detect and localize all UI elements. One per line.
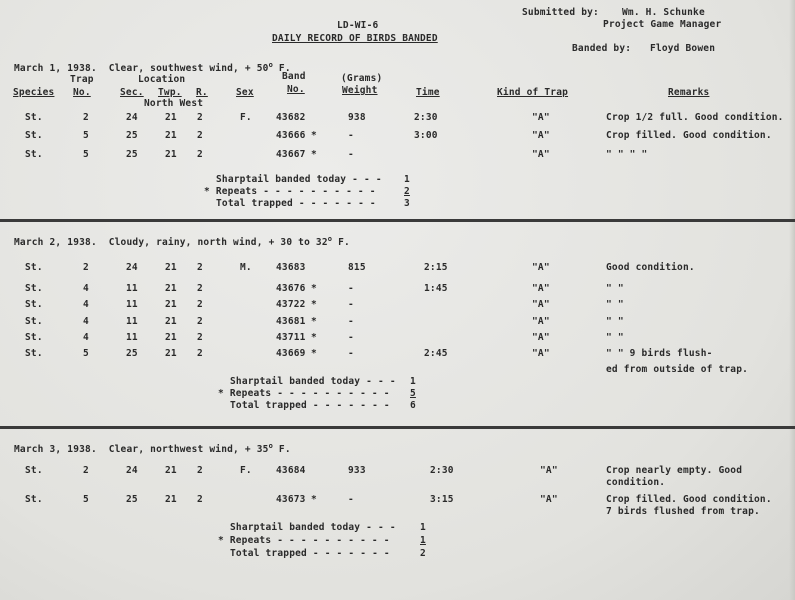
cell-sex: F. bbox=[240, 112, 252, 123]
col-band: Band bbox=[282, 71, 306, 82]
cell-sec: 11 bbox=[126, 299, 138, 310]
col-trap-no: No. bbox=[73, 87, 91, 98]
cell-twp: 21 bbox=[165, 494, 177, 505]
cell-sec: 11 bbox=[126, 283, 138, 294]
cell-r: 2 bbox=[197, 283, 203, 294]
cell-band: 43676 bbox=[276, 283, 306, 294]
form-title: DAILY RECORD OF BIRDS BANDED bbox=[272, 33, 438, 44]
cell-remarks: Crop filled. Good condition. bbox=[606, 494, 772, 505]
cell-kind: "A" bbox=[532, 299, 550, 310]
summary-banded-label: Sharptail banded today - - - bbox=[230, 376, 396, 387]
cell-remarks: " " bbox=[606, 332, 624, 343]
section-divider bbox=[0, 219, 795, 222]
cell-remarks: Good condition. bbox=[606, 262, 695, 273]
col-sec: Sec. bbox=[120, 87, 144, 98]
col-time: Time bbox=[416, 87, 440, 98]
cell-r: 2 bbox=[197, 348, 203, 359]
cell-weight: - bbox=[348, 299, 354, 310]
cell-species: St. bbox=[25, 494, 43, 505]
col-r: R. bbox=[196, 87, 208, 98]
summary-total-value: 2 bbox=[420, 548, 426, 559]
col-sex: Sex bbox=[236, 87, 254, 98]
cell-kind: "A" bbox=[532, 149, 550, 160]
summary-total-label: Total trapped - - - - - - - bbox=[216, 198, 376, 209]
col-kind-of-trap: Kind of Trap bbox=[497, 87, 569, 98]
col-trap: Trap bbox=[70, 74, 94, 85]
summary-repeats-label: * Repeats - - - - - - - - - - bbox=[204, 186, 376, 197]
summary-banded-label: Sharptail banded today - - - bbox=[216, 174, 382, 185]
cell-trap: 2 bbox=[83, 262, 89, 273]
cell-weight: 938 bbox=[348, 112, 366, 123]
cell-sec: 25 bbox=[126, 494, 138, 505]
col-remarks: Remarks bbox=[668, 87, 710, 98]
summary-total-label: Total trapped - - - - - - - bbox=[230, 400, 390, 411]
cell-weight: 815 bbox=[348, 262, 366, 273]
cell-kind: "A" bbox=[532, 283, 550, 294]
submitted-label: Submitted by: bbox=[522, 7, 599, 18]
cell-time: 2:30 bbox=[414, 112, 438, 123]
cell-time: 2:45 bbox=[424, 348, 448, 359]
cell-band: 43666 bbox=[276, 130, 306, 141]
cell-twp: 21 bbox=[165, 149, 177, 160]
cell-band: 43669 bbox=[276, 348, 306, 359]
summary-repeats-value: 1 bbox=[420, 535, 426, 546]
col-twp: Twp. bbox=[158, 87, 182, 98]
cell-species: St. bbox=[25, 465, 43, 476]
cell-r: 2 bbox=[197, 316, 203, 327]
cell-sec: 11 bbox=[126, 332, 138, 343]
cell-band: 43667 bbox=[276, 149, 306, 160]
cell-r: 2 bbox=[197, 262, 203, 273]
cell-weight: - bbox=[348, 316, 354, 327]
cell-species: St. bbox=[25, 149, 43, 160]
cell-twp: 21 bbox=[165, 283, 177, 294]
cell-kind: "A" bbox=[540, 494, 558, 505]
cell-rep: * bbox=[311, 494, 317, 505]
cell-sec: 25 bbox=[126, 149, 138, 160]
cell-time: 3:15 bbox=[430, 494, 454, 505]
cell-remarks-continued: condition. bbox=[606, 477, 666, 488]
cell-rep: * bbox=[311, 283, 317, 294]
submitter-name: Wm. H. Schunke bbox=[622, 7, 705, 18]
cell-weight: - bbox=[348, 283, 354, 294]
cell-sex: M. bbox=[240, 262, 252, 273]
cell-band: 43722 bbox=[276, 299, 306, 310]
cell-r: 2 bbox=[197, 149, 203, 160]
col-grams: (Grams) bbox=[341, 73, 383, 84]
cell-weight: - bbox=[348, 332, 354, 343]
cell-species: St. bbox=[25, 130, 43, 141]
cell-r: 2 bbox=[197, 112, 203, 123]
cell-kind: "A" bbox=[532, 262, 550, 273]
cell-species: St. bbox=[25, 348, 43, 359]
cell-species: St. bbox=[25, 316, 43, 327]
day-date: March 2, 1938. Cloudy, rainy, north wind, + 30 to 32$^o$ F. bbox=[14, 234, 350, 248]
cell-trap: 5 bbox=[83, 149, 89, 160]
col-band-no: No. bbox=[287, 84, 305, 95]
cell-kind: "A" bbox=[532, 112, 550, 123]
cell-species: St. bbox=[25, 299, 43, 310]
cell-twp: 21 bbox=[165, 465, 177, 476]
cell-remarks: Crop 1/2 full. Good condition. bbox=[606, 112, 784, 123]
cell-time: 1:45 bbox=[424, 283, 448, 294]
summary-repeats-label: * Repeats - - - - - - - - - - bbox=[218, 388, 390, 399]
cell-trap: 5 bbox=[83, 494, 89, 505]
cell-remarks: Crop filled. Good condition. bbox=[606, 130, 772, 141]
cell-sex: F. bbox=[240, 465, 252, 476]
remark-continued: ed from outside of trap. bbox=[606, 364, 749, 375]
cell-species: St. bbox=[25, 262, 43, 273]
cell-rep: * bbox=[311, 149, 317, 160]
cell-band: 43683 bbox=[276, 262, 306, 273]
cell-weight: 933 bbox=[348, 465, 366, 476]
summary-banded-value: 1 bbox=[404, 174, 410, 185]
cell-rep: * bbox=[311, 316, 317, 327]
summary-repeats-label: * Repeats - - - - - - - - - - bbox=[218, 535, 390, 546]
cell-trap: 5 bbox=[83, 130, 89, 141]
cell-weight: - bbox=[348, 348, 354, 359]
cell-kind: "A" bbox=[540, 465, 558, 476]
cell-remarks-continued: 7 birds flushed from trap. bbox=[606, 506, 760, 517]
cell-remarks: " " " " bbox=[606, 149, 648, 160]
cell-twp: 21 bbox=[165, 332, 177, 343]
cell-trap: 4 bbox=[83, 316, 89, 327]
cell-trap: 5 bbox=[83, 348, 89, 359]
cell-trap: 2 bbox=[83, 465, 89, 476]
summary-total-label: Total trapped - - - - - - - bbox=[230, 548, 390, 559]
cell-rep: * bbox=[311, 130, 317, 141]
cell-band: 43711 bbox=[276, 332, 306, 343]
cell-trap: 4 bbox=[83, 332, 89, 343]
cell-twp: 21 bbox=[165, 316, 177, 327]
cell-remarks: " " 9 birds flush- bbox=[606, 348, 713, 359]
cell-twp: 21 bbox=[165, 299, 177, 310]
cell-band: 43681 bbox=[276, 316, 306, 327]
cell-remarks: " " bbox=[606, 283, 624, 294]
col-weight: Weight bbox=[342, 85, 378, 96]
col-species: Species bbox=[13, 87, 55, 98]
cell-trap: 2 bbox=[83, 112, 89, 123]
cell-r: 2 bbox=[197, 494, 203, 505]
cell-twp: 21 bbox=[165, 262, 177, 273]
cell-species: St. bbox=[25, 283, 43, 294]
summary-total-value: 3 bbox=[404, 198, 410, 209]
cell-sec: 24 bbox=[126, 465, 138, 476]
cell-band: 43684 bbox=[276, 465, 306, 476]
cell-band: 43682 bbox=[276, 112, 306, 123]
cell-twp: 21 bbox=[165, 130, 177, 141]
cell-sec: 24 bbox=[126, 262, 138, 273]
cell-kind: "A" bbox=[532, 348, 550, 359]
submitter-title: Project Game Manager bbox=[603, 19, 722, 30]
cell-sec: 11 bbox=[126, 316, 138, 327]
bander-name: Floyd Bowen bbox=[650, 43, 716, 54]
cell-time: 2:30 bbox=[430, 465, 454, 476]
cell-species: St. bbox=[25, 332, 43, 343]
cell-r: 2 bbox=[197, 299, 203, 310]
cell-r: 2 bbox=[197, 332, 203, 343]
section-divider bbox=[0, 426, 795, 429]
cell-weight: - bbox=[348, 494, 354, 505]
cell-rep: * bbox=[311, 299, 317, 310]
summary-banded-value: 1 bbox=[410, 376, 416, 387]
cell-remarks: Crop nearly empty. Good bbox=[606, 465, 743, 476]
cell-trap: 4 bbox=[83, 299, 89, 310]
cell-kind: "A" bbox=[532, 130, 550, 141]
col-location: Location bbox=[138, 74, 186, 85]
cell-time: 2:15 bbox=[424, 262, 448, 273]
col-north-west: North West bbox=[144, 98, 204, 109]
form-id: LD-WI-6 bbox=[337, 20, 379, 31]
summary-banded-label: Sharptail banded today - - - bbox=[230, 522, 396, 533]
day-date: March 3, 1938. Clear, northwest wind, + $35^o$ F. bbox=[14, 441, 291, 455]
cell-trap: 4 bbox=[83, 283, 89, 294]
summary-total-value: 6 bbox=[410, 400, 416, 411]
cell-species: St. bbox=[25, 112, 43, 123]
cell-kind: "A" bbox=[532, 332, 550, 343]
day-date: March 1, 1938. Clear, southwest wind, + $50^o$ F. bbox=[14, 60, 291, 74]
cell-time: 3:00 bbox=[414, 130, 438, 141]
cell-weight: - bbox=[348, 130, 354, 141]
cell-weight: - bbox=[348, 149, 354, 160]
cell-sec: 24 bbox=[126, 112, 138, 123]
cell-twp: 21 bbox=[165, 348, 177, 359]
cell-r: 2 bbox=[197, 465, 203, 476]
cell-sec: 25 bbox=[126, 348, 138, 359]
banded-by-label: Banded by: bbox=[572, 43, 632, 54]
cell-band: 43673 bbox=[276, 494, 306, 505]
page-edge-shadow bbox=[789, 0, 795, 600]
cell-twp: 21 bbox=[165, 112, 177, 123]
cell-kind: "A" bbox=[532, 316, 550, 327]
cell-rep: * bbox=[311, 332, 317, 343]
cell-sec: 25 bbox=[126, 130, 138, 141]
cell-remarks: " " bbox=[606, 316, 624, 327]
summary-banded-value: 1 bbox=[420, 522, 426, 533]
summary-repeats-value: 2 bbox=[404, 186, 410, 197]
summary-repeats-value: 5 bbox=[410, 388, 416, 399]
cell-r: 2 bbox=[197, 130, 203, 141]
cell-rep: * bbox=[311, 348, 317, 359]
cell-remarks: " " bbox=[606, 299, 624, 310]
